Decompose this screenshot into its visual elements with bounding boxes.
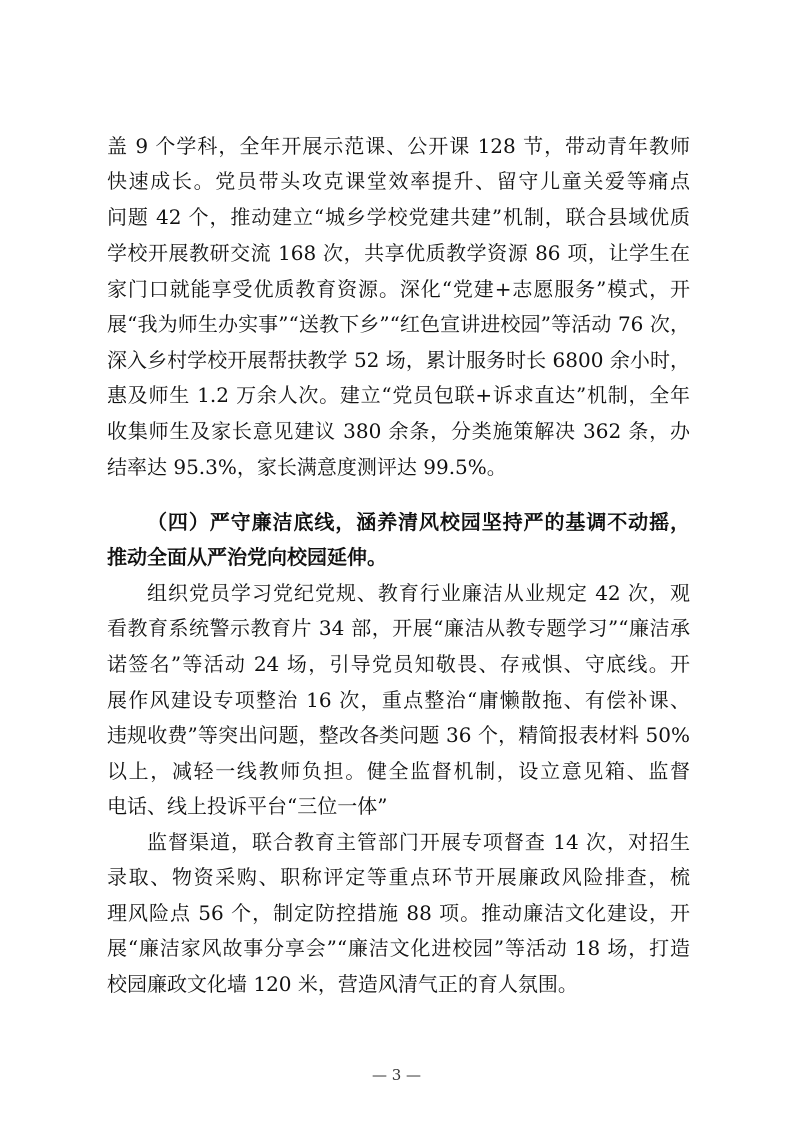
text-line: 诺签名”等活动 24 场，引导党员知敬畏、存戒惧、守底线。开 (107, 652, 690, 676)
text-line: 理风险点 56 个，制定防控措施 88 项。推动廉洁文化建设，开 (107, 901, 690, 925)
text-line: 快速成长。党员带头攻克课堂效率提升、留守儿童关爱等痛点 (107, 169, 690, 193)
text-line: 校园廉政文化墙 120 米，营造风清气正的育人氛围。 (107, 972, 578, 996)
text-line: 深入乡村学校开展帮扶教学 52 场，累计服务时长 6800 余小时， (107, 348, 690, 372)
text-line: 家门口就能享受优质教育资源。深化“党建+志愿服务”模式，开 (107, 277, 690, 301)
text-line: 监督渠道，联合教育主管部门开展专项督查 14 次，对招生 (147, 830, 690, 854)
text-line: 看教育系统警示教育片 34 部，开展“廉洁从教专题学习”“廉洁承 (107, 616, 690, 640)
text-line: （四）严守廉洁底线，涵养清风校园坚持严的基调不动摇， (147, 510, 690, 534)
text-line: 录取、物资采购、职称评定等重点环节开展廉政风险排查，梳 (107, 865, 690, 889)
text-line: 收集师生及家长意见建议 380 余条，分类施策解决 362 条，办 (107, 419, 690, 443)
text-line: 问题 42 个，推动建立“城乡学校党建共建”机制，联合县域优质 (107, 205, 690, 229)
text-line: 展“我为师生办实事”“送教下乡”“红色宣讲进校园”等活动 76 次， (107, 312, 690, 336)
page-number: — 3 — (371, 1066, 422, 1084)
text-line: 违规收费”等突出问题，整改各类问题 36 个，精简报表材料 50% (107, 723, 690, 747)
text-line: 结率达 95.3%，家长满意度测评达 99.5%。 (107, 455, 507, 479)
text-line: 以上，减轻一线教师负担。健全监督机制，设立意见箱、监督 (107, 759, 690, 783)
text-line: 推动全面从严治党向校园延伸。 (107, 545, 387, 569)
text-line: 学校开展教研交流 168 次，共享优质教学资源 86 项，让学生在 (107, 241, 690, 265)
text-line: 惠及师生 1.2 万余人次。建立“党员包联+诉求直达”机制，全年 (107, 383, 690, 407)
text-line: 电话、线上投诉平台“三位一体” (107, 794, 388, 818)
text-line: 组织党员学习党纪党规、教育行业廉洁从业规定 42 次，观 (147, 581, 690, 605)
text-line: 盖 9 个学科，全年开展示范课、公开课 128 节，带动青年教师 (107, 134, 690, 158)
text-line: 展“廉洁家风故事分享会”“廉洁文化进校园”等活动 18 场，打造 (107, 936, 690, 960)
text-line: 展作风建设专项整治 16 次，重点整治“庸懒散拖、有偿补课、 (107, 688, 690, 712)
